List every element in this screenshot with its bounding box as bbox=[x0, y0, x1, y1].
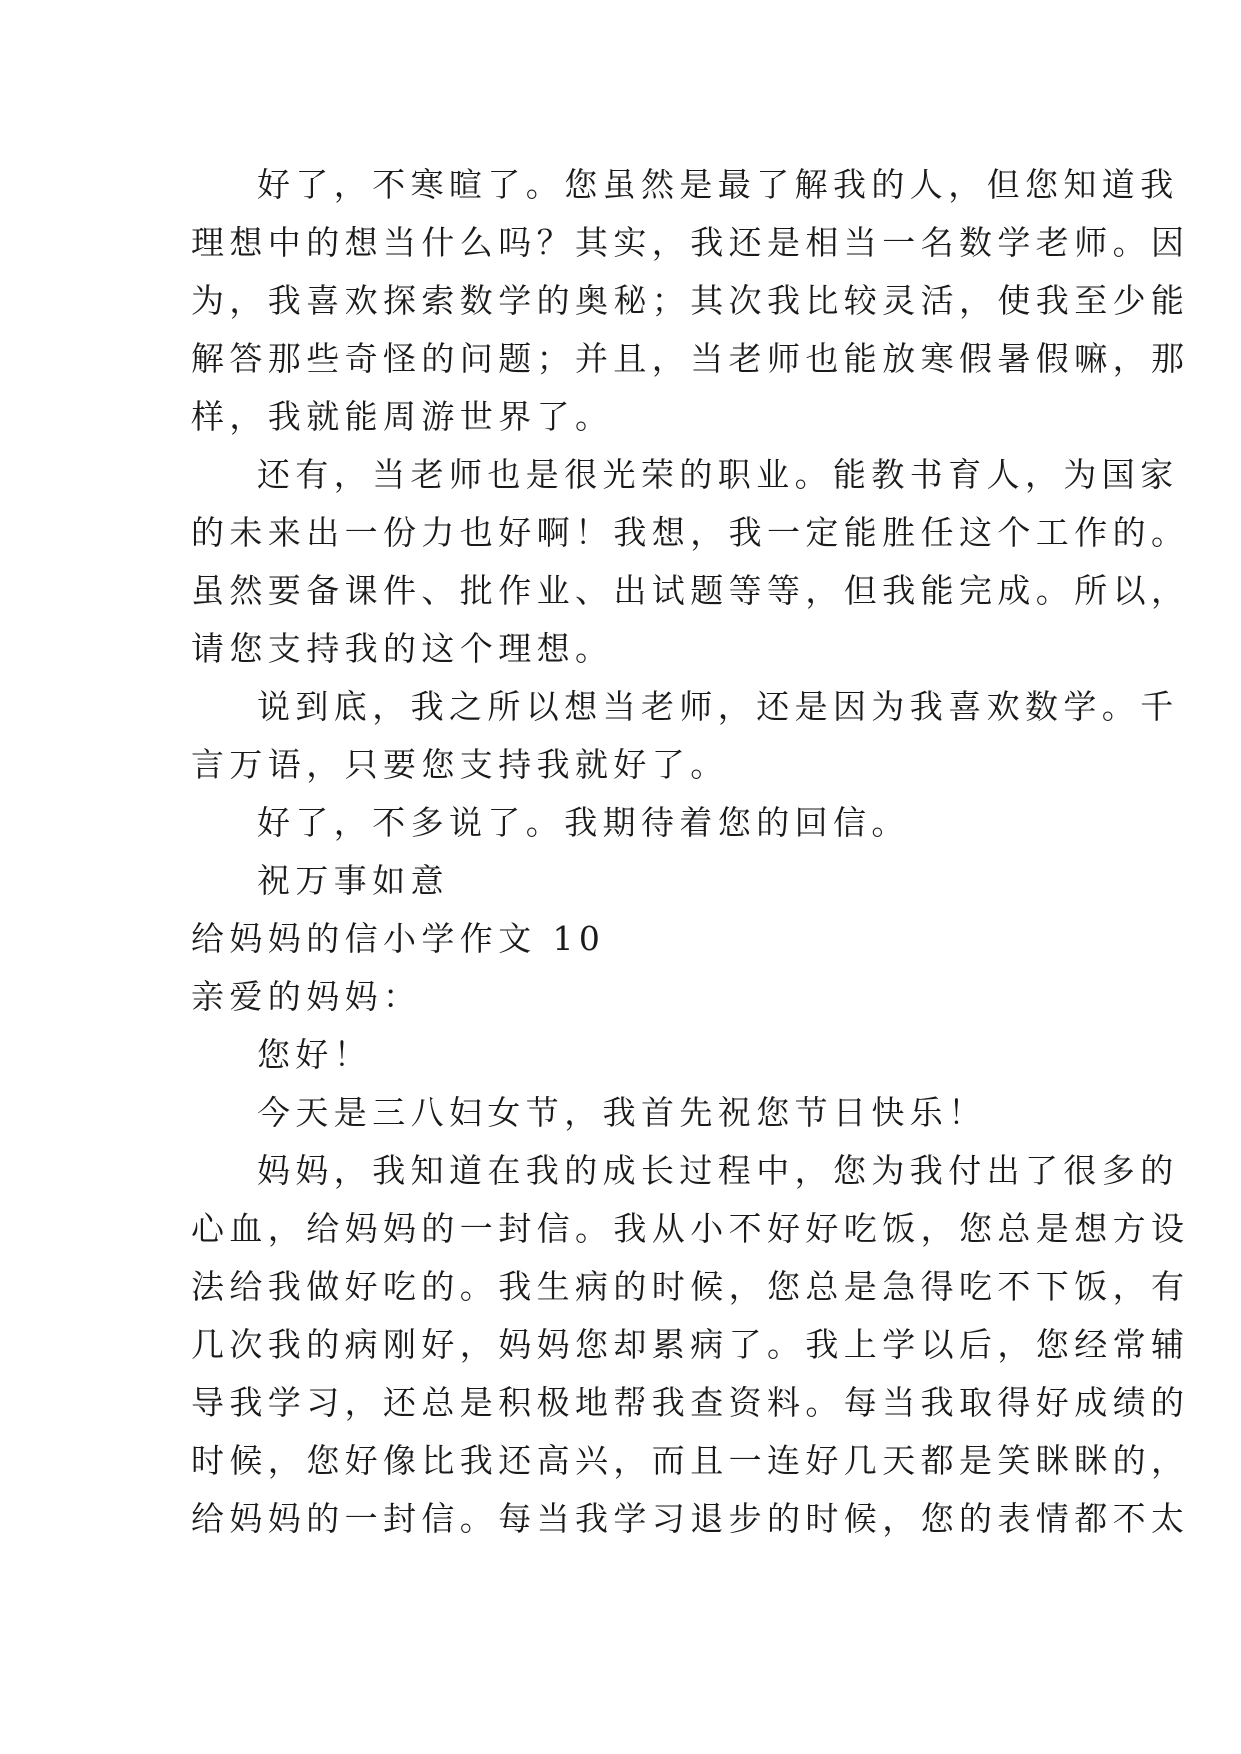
text-line: 样，我就能周游世界了。 bbox=[191, 397, 614, 436]
text-line: 好了，不寒暄了。您虽然是最了解我的人，但您知道我 bbox=[257, 165, 1179, 204]
text-line: 几次我的病刚好，妈妈您却累病了。我上学以后，您经常辅 bbox=[191, 1325, 1190, 1364]
text-line: 言万语，只要您支持我就好了。 bbox=[191, 745, 729, 784]
essay-title: 给妈妈的信小学作文 10 bbox=[191, 919, 606, 958]
text-line: 给妈妈的一封信。每当我学习退步的时候，您的表情都不太 bbox=[191, 1499, 1190, 1538]
text-line: 的未来出一份力也好啊！我想，我一定能胜任这个工作的。 bbox=[191, 513, 1190, 552]
text-line: 为，我喜欢探索数学的奥秘；其次我比较灵活，使我至少能 bbox=[191, 281, 1190, 320]
text-line: 好了，不多说了。我期待着您的回信。 bbox=[257, 803, 910, 842]
text-line: 今天是三八妇女节，我首先祝您节日快乐！ bbox=[257, 1093, 987, 1132]
salutation: 亲爱的妈妈： bbox=[191, 977, 422, 1016]
text-line: 心血，给妈妈的一封信。我从小不好好吃饭，您总是想方设 bbox=[191, 1209, 1190, 1248]
text-line: 妈妈，我知道在我的成长过程中，您为我付出了很多的 bbox=[257, 1151, 1179, 1190]
text-line: 导我学习，还总是积极地帮我查资料。每当我取得好成绩的 bbox=[191, 1383, 1190, 1422]
text-line: 虽然要备课件、批作业、出试题等等，但我能完成。所以， bbox=[191, 571, 1190, 610]
text-line: 说到底，我之所以想当老师，还是因为我喜欢数学。千 bbox=[257, 687, 1179, 726]
text-line: 还有，当老师也是很光荣的职业。能教书育人，为国家 bbox=[257, 455, 1179, 494]
greeting: 您好！ bbox=[257, 1035, 373, 1074]
text-line: 理想中的想当什么吗？其实，我还是相当一名数学老师。因 bbox=[191, 223, 1190, 262]
text-line: 法给我做好吃的。我生病的时候，您总是急得吃不下饭，有 bbox=[191, 1267, 1190, 1306]
text-line: 解答那些奇怪的问题；并且，当老师也能放寒假暑假嘛，那 bbox=[191, 339, 1190, 378]
text-line: 请您支持我的这个理想。 bbox=[191, 629, 614, 668]
closing-wish: 祝万事如意 bbox=[257, 861, 449, 900]
text-line: 时候，您好像比我还高兴，而且一连好几天都是笑眯眯的， bbox=[191, 1441, 1190, 1480]
